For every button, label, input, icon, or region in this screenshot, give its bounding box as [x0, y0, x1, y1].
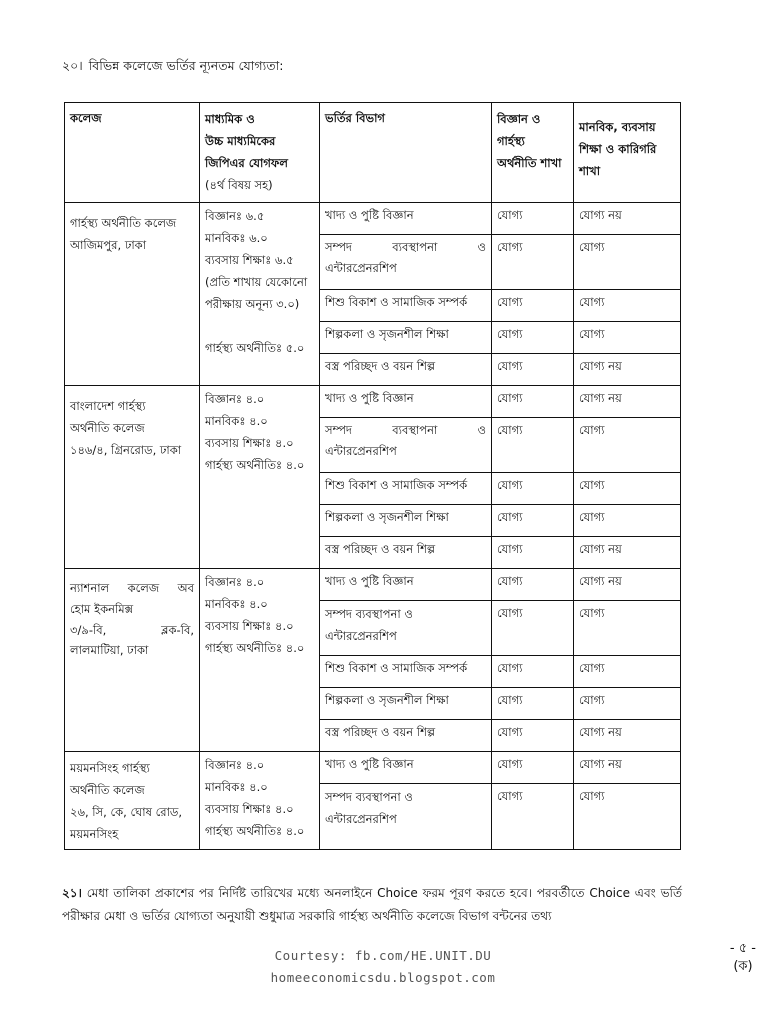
- table-row: [65, 569, 681, 601]
- department-cell: খাদ্য ও পুষ্টি বিজ্ঞান: [320, 386, 492, 418]
- humanities-eligibility: যোগ্য নয়: [574, 569, 681, 601]
- science-eligibility: যোগ্য: [492, 386, 574, 418]
- blog-url: homeeconomicsdu.blogspot.com: [270, 970, 496, 985]
- section-number: ২০।: [62, 58, 83, 73]
- courtesy-text: Courtesy: fb.com/HE.UNIT.DU: [274, 948, 492, 963]
- humanities-eligibility: যোগ্য নয়: [574, 537, 681, 569]
- page-number-sub: (ক): [733, 959, 753, 975]
- paragraph-text: মেধা তালিকা প্রকাশের পর নির্দিষ্ট তারিখের মধ্যে অনলাইনে Choice ফরম পূরণ করতে হবে। পরবর্তীতে Choice এবং ভর্তি পরীক্ষার মেধা ও ভর্তির যোগ্যতা অনুযায়ী শুধুমাত্র সরকারি গার্হস্থ্য অর্থনীতি কলেজে বিভাগ বন্টনের তথ্য: [62, 886, 682, 924]
- section-title: বিভিন্ন কলেজে ভর্তির ন্যূনতম যোগ্যতা:: [88, 58, 284, 73]
- science-eligibility: যোগ্য: [492, 537, 574, 569]
- gpa-cell: বিজ্ঞানঃ ৬.৫ মানবিকঃ ৬.০ ব্যবসায় শিক্ষাঃ ৬.৫ (প্রতি শাখায় যেকোনো পরীক্ষায় অনূন্য ৩.০) গার্হস্থ্য অর্থনীতিঃ ৫.০: [200, 203, 320, 386]
- college-name-cell: গার্হস্থ্য অর্থনীতি কলেজ আজিমপুর, ঢাকা: [65, 203, 200, 386]
- science-eligibility: যোগ্য: [492, 688, 574, 720]
- table-row: [65, 203, 681, 235]
- humanities-eligibility: যোগ্য: [574, 656, 681, 688]
- science-eligibility: যোগ্য: [492, 473, 574, 505]
- header-college: কলেজ: [65, 103, 200, 203]
- department-cell: সম্পদ ব্যবস্থাপনা ও এন্টারপ্রেনরশিপ: [320, 784, 492, 850]
- department-cell: সম্পদ ব্যবস্থাপনা ও এন্টারপ্রেনরশিপ: [320, 418, 492, 473]
- department-cell: খাদ্য ও পুষ্টি বিজ্ঞান: [320, 752, 492, 784]
- humanities-eligibility: যোগ্য: [574, 290, 681, 322]
- science-eligibility: যোগ্য: [492, 418, 574, 473]
- department-cell: শিশু বিকাশ ও সামাজিক সম্পর্ক: [320, 473, 492, 505]
- humanities-eligibility: যোগ্য: [574, 688, 681, 720]
- paragraph-21: [62, 882, 682, 929]
- gpa-cell: বিজ্ঞানঃ ৪.০ মানবিকঃ ৪.০ ব্যবসায় শিক্ষাঃ ৪.০ গার্হস্থ্য অর্থনীতিঃ ৪.০: [200, 752, 320, 850]
- department-cell: বস্ত্র পরিচ্ছদ ও বয়ন শিল্প: [320, 537, 492, 569]
- science-eligibility: যোগ্য: [492, 235, 574, 290]
- table-header-row: [65, 103, 681, 203]
- humanities-eligibility: যোগ্য: [574, 505, 681, 537]
- department-cell: শিল্পকলা ও সৃজনশীল শিক্ষা: [320, 322, 492, 354]
- humanities-eligibility: যোগ্য: [574, 235, 681, 290]
- humanities-eligibility: যোগ্য নয়: [574, 720, 681, 752]
- department-cell: শিল্পকলা ও সৃজনশীল শিক্ষা: [320, 688, 492, 720]
- humanities-eligibility: যোগ্য নয়: [574, 752, 681, 784]
- gpa-cell: বিজ্ঞানঃ ৪.০ মানবিকঃ ৪.০ ব্যবসায় শিক্ষাঃ ৪.০ গার্হস্থ্য অর্থনীতিঃ ৪.০: [200, 386, 320, 569]
- college-name-cell: ময়মনসিংহ গার্হস্থ্য অর্থনীতি কলেজ ২৬, সি, কে, ঘোষ রোড, ময়মনসিংহ: [65, 752, 200, 850]
- science-eligibility: যোগ্য: [492, 720, 574, 752]
- humanities-eligibility: যোগ্য: [574, 784, 681, 850]
- department-cell: খাদ্য ও পুষ্টি বিজ্ঞান: [320, 569, 492, 601]
- page-number-value: - ৫ -: [729, 941, 756, 956]
- humanities-eligibility: যোগ্য নয়: [574, 386, 681, 418]
- section-heading: [62, 58, 289, 78]
- humanities-eligibility: যোগ্য: [574, 473, 681, 505]
- paragraph-number: ২১।: [62, 886, 82, 900]
- department-cell: শিশু বিকাশ ও সামাজিক সম্পর্ক: [320, 656, 492, 688]
- science-eligibility: যোগ্য: [492, 784, 574, 850]
- department-cell: খাদ্য ও পুষ্টি বিজ্ঞান: [320, 203, 492, 235]
- table-row: [65, 752, 681, 784]
- header-gpa: মাধ্যমিক ও উচ্চ মাধ্যমিকের জিপিএর যোগফল (৪র্থ বিষয় সহ): [200, 103, 320, 203]
- college-name-cell: ন্যাশনাল কলেজ অব হোম ইকনমিক্স ৩/৯-বি, ব্লক-বি, লালমাটিয়া, ঢাকা: [65, 569, 200, 752]
- department-cell: শিশু বিকাশ ও সামাজিক সম্পর্ক: [320, 290, 492, 322]
- humanities-eligibility: যোগ্য নয়: [574, 203, 681, 235]
- college-name-cell: বাংলাদেশ গার্হস্থ্য অর্থনীতি কলেজ ১৪৬/৪, গ্রিনরোড, ঢাকা: [65, 386, 200, 569]
- science-eligibility: যোগ্য: [492, 752, 574, 784]
- science-eligibility: যোগ্য: [492, 505, 574, 537]
- department-cell: সম্পদ ব্যবস্থাপনা ও এন্টারপ্রেনরশিপ: [320, 235, 492, 290]
- science-eligibility: যোগ্য: [492, 601, 574, 656]
- header-humanities: মানবিক, ব্যবসায় শিক্ষা ও কারিগরি শাখা: [574, 103, 681, 203]
- page-number: [730, 940, 756, 976]
- header-science: বিজ্ঞান ও গার্হস্থ্য অর্থনীতি শাখা: [492, 103, 574, 203]
- table-row: [65, 386, 681, 418]
- gpa-cell: বিজ্ঞানঃ ৪.০ মানবিকঃ ৪.০ ব্যবসায় শিক্ষাঃ ৪.০ গার্হস্থ্য অর্থনীতিঃ ৪.০: [200, 569, 320, 752]
- humanities-eligibility: যোগ্য নয়: [574, 354, 681, 386]
- science-eligibility: যোগ্য: [492, 569, 574, 601]
- department-cell: বস্ত্র পরিচ্ছদ ও বয়ন শিল্প: [320, 354, 492, 386]
- eligibility-table: [64, 102, 681, 850]
- science-eligibility: যোগ্য: [492, 290, 574, 322]
- department-cell: শিল্পকলা ও সৃজনশীল শিক্ষা: [320, 505, 492, 537]
- department-cell: বস্ত্র পরিচ্ছদ ও বয়ন শিল্প: [320, 720, 492, 752]
- department-cell: সম্পদ ব্যবস্থাপনা ও এন্টারপ্রেনরশিপ: [320, 601, 492, 656]
- science-eligibility: যোগ্য: [492, 656, 574, 688]
- science-eligibility: যোগ্য: [492, 322, 574, 354]
- humanities-eligibility: যোগ্য: [574, 601, 681, 656]
- science-eligibility: যোগ্য: [492, 203, 574, 235]
- humanities-eligibility: যোগ্য: [574, 322, 681, 354]
- header-department: ভর্তির বিভাগ: [320, 103, 492, 203]
- science-eligibility: যোগ্য: [492, 354, 574, 386]
- humanities-eligibility: যোগ্য: [574, 418, 681, 473]
